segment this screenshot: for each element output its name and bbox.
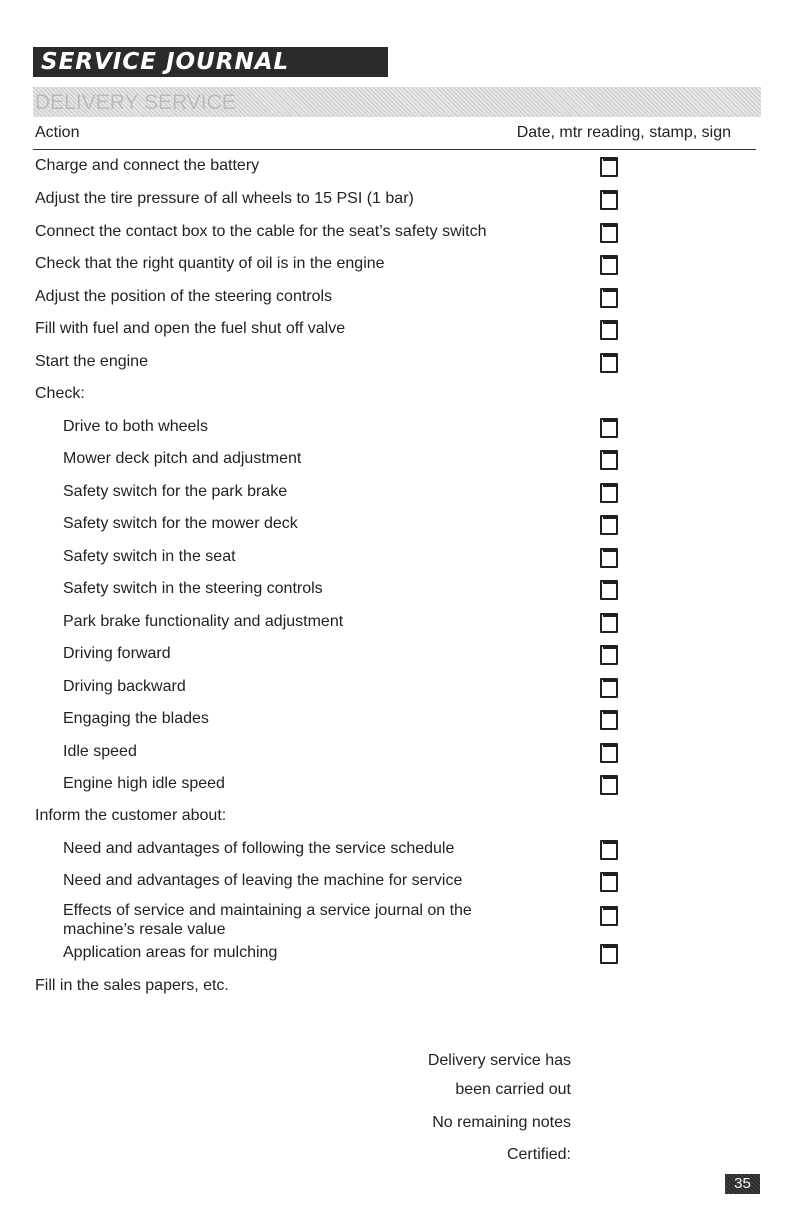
journal-title: SERVICE JOURNAL	[41, 49, 290, 75]
checkbox[interactable]	[600, 872, 618, 892]
section-banner	[33, 87, 761, 117]
checkbox[interactable]	[600, 580, 618, 600]
checkbox[interactable]	[600, 743, 618, 763]
page-number: 35	[725, 1174, 760, 1194]
list-item: Safety switch for the park brake	[63, 483, 288, 500]
section-heading: DELIVERY SERVICE	[35, 91, 236, 114]
list-item: Safety switch in the steering controls	[63, 580, 323, 597]
list-item: Idle speed	[63, 743, 137, 760]
checkbox[interactable]	[600, 255, 618, 275]
list-item: Adjust the tire pressure of all wheels to 15 PSI (1 bar)	[35, 190, 414, 207]
certification-line: No remaining notes	[432, 1114, 571, 1131]
certification-line: Delivery service has	[427, 1052, 571, 1069]
checkbox[interactable]	[600, 450, 618, 470]
checkbox[interactable]	[600, 515, 618, 535]
list-item: Connect the contact box to the cable for the seat’s safety switch	[35, 223, 487, 240]
checkbox[interactable]	[600, 840, 618, 860]
checkbox[interactable]	[600, 288, 618, 308]
list-item: Engine high idle speed	[63, 775, 225, 792]
list-item: Fill in the sales papers, etc.	[35, 977, 229, 994]
group-heading: Check:	[35, 385, 85, 402]
list-item: Mower deck pitch and adjustment	[63, 450, 302, 467]
list-item: Need and advantages of leaving the machine for service	[63, 872, 463, 889]
list-item: Application areas for mulching	[63, 944, 278, 961]
checkbox[interactable]	[600, 645, 618, 665]
list-item: Charge and connect the battery	[35, 157, 260, 174]
checkbox[interactable]	[600, 190, 618, 210]
list-item: Safety switch in the seat	[63, 548, 236, 565]
group-heading: Inform the customer about:	[35, 807, 227, 824]
list-item: Safety switch for the mower deck	[63, 515, 298, 532]
list-item: Driving backward	[63, 678, 186, 695]
checkbox[interactable]	[600, 223, 618, 243]
list-item: Start the engine	[35, 353, 148, 370]
checkbox[interactable]	[600, 483, 618, 503]
certification-line: Certified:	[506, 1146, 571, 1163]
list-item: Driving forward	[63, 645, 171, 662]
checkbox[interactable]	[600, 775, 618, 795]
list-item: Adjust the position of the steering controls	[35, 288, 333, 305]
checkbox[interactable]	[600, 906, 618, 926]
checkbox[interactable]	[600, 613, 618, 633]
certification-line: been carried out	[455, 1081, 571, 1098]
journal-title-banner	[33, 47, 388, 77]
list-item: Need and advantages of following the service schedule	[63, 840, 455, 857]
header-divider	[33, 149, 756, 150]
list-item: Check that the right quantity of oil is in the engine	[35, 255, 385, 272]
list-item: Fill with fuel and open the fuel shut off valve	[35, 320, 346, 337]
list-item: Effects of service and maintaining a service journal on the machine’s resale value	[63, 902, 472, 938]
checkbox[interactable]	[600, 710, 618, 730]
list-item: Drive to both wheels	[63, 418, 208, 435]
checkbox[interactable]	[600, 944, 618, 964]
list-item: Park brake functionality and adjustment	[63, 613, 344, 630]
checkbox[interactable]	[600, 678, 618, 698]
checkbox[interactable]	[600, 320, 618, 340]
list-item: Engaging the blades	[63, 710, 209, 727]
checkbox[interactable]	[600, 157, 618, 177]
checkbox[interactable]	[600, 548, 618, 568]
checkbox[interactable]	[600, 353, 618, 373]
record-column-header: Date, mtr reading, stamp, sign	[516, 124, 731, 141]
action-column-header: Action	[35, 124, 80, 141]
checkbox[interactable]	[600, 418, 618, 438]
